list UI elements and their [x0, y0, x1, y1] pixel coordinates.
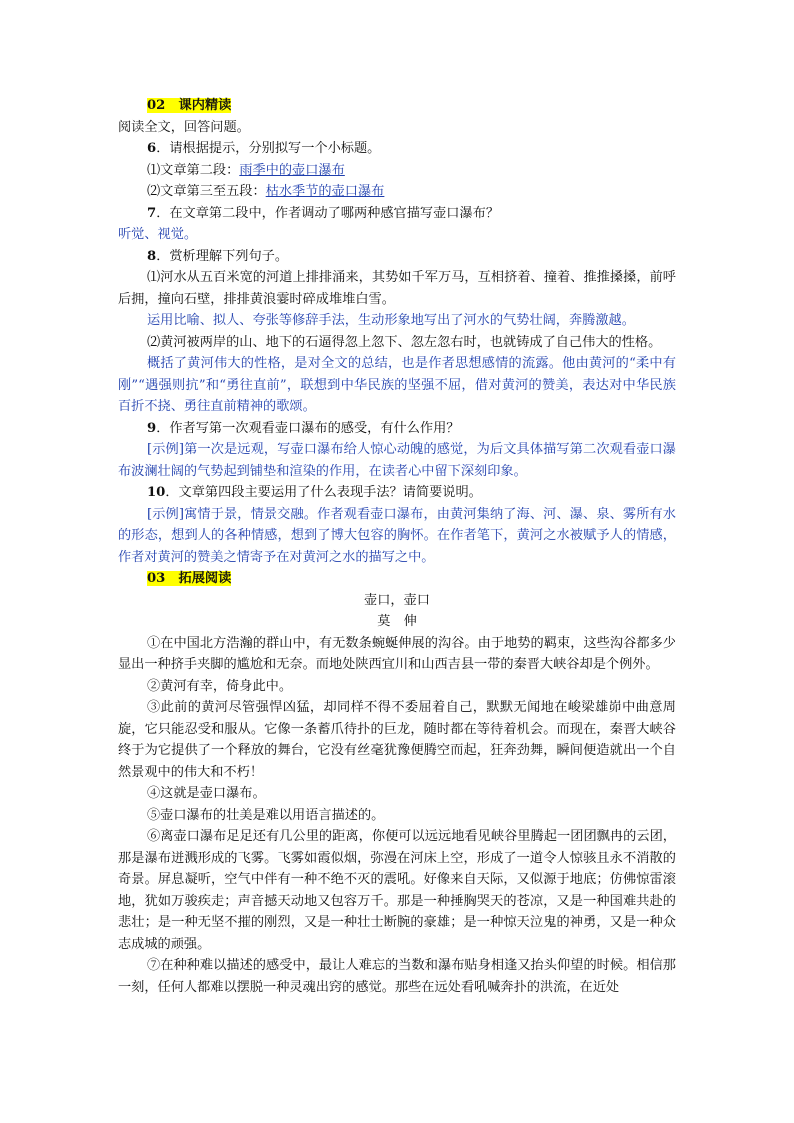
question-6-item-1: ⑴文章第二段：雨季中的壶口瀑布	[147, 162, 345, 178]
article-paragraph-1: ①在中国北方浩瀚的群山中，有无数条蜿蜒伸展的沟谷。由于地势的羁束，这些沟谷都多少显出一种挤手夹脚的尴尬和无奈。而地处陕西宜川和山西吉县一带的秦晋大峡谷却是个例外。	[118, 635, 676, 672]
question-8-sentence-1: ⑴河水从五百米宽的河道上排排涌来，其势如千军万马，互相挤着、撞着、推推搡搡，前呼后拥，撞向石壁，排排黄浪霎时碎成堆堆白雪。	[118, 270, 676, 307]
article-paragraph-5: ⑤壶口瀑布的壮美是难以用语言描述的。	[147, 807, 385, 823]
question-9-answer: [示例]第一次是远观，写壶口瀑布给人惊心动魄的感觉，为后文具体描写第二次观看壶口瀑布波澜壮阔的气势起到铺垫和渲染的作用，在读者心中留下深刻印象。	[118, 442, 676, 479]
question-number: 6	[147, 141, 157, 156]
question-9: 9．作者写第一次观看壶口瀑布的感受，有什么作用？	[147, 420, 460, 436]
article-paragraph-7: ⑦在种种难以描述的感受中，最让人难忘的当数和瀑布贴身相逢又抬头仰望的时候。相信那一刻，任何人都难以摆脱一种灵魂出窍的感觉。那些在远处看吼喊奔扑的洪流，在近处	[118, 958, 676, 995]
question-10-answer: [示例]寓情于景，情景交融。作者观看壶口瀑布，由黄河集纳了海、河、瀑、泉、雾所有水的形态，想到人的各种情感，想到了博大包容的胸怀。在作者笔下，黄河之水被赋予人的情感，作者对黄河的赞美之情寄予在对黄河之水的描写之中。	[118, 506, 676, 565]
question-number: 8	[147, 248, 157, 264]
article-paragraph-2: ②黄河有幸，倚身此中。	[147, 678, 293, 694]
article-author: 莫 伸	[377, 614, 417, 629]
question-8: 8．赏析理解下列句子。	[147, 248, 289, 264]
answer-text: 枯水季节的壶口瀑布	[265, 184, 385, 199]
question-6-item-2: ⑵文章第三至五段：枯水季节的壶口瀑布	[147, 184, 385, 199]
article-paragraph-4: ④这就是壶口瀑布。	[147, 786, 266, 801]
article-paragraph-6: ⑥离壶口瀑布足足还有几公里的距离，你便可以远远地看见峡谷里腾起一团团飘冉的云团，那是瀑布迸溅形成的飞雾。飞雾如霞似烟，弥漫在河床上空，形成了一道令人惊骇且永不消散的奇景。屏息凝听，空气中伴有一种不绝不灭的震吼。好像来自天际，又似源于地底；仿佛惊雷滚地，犹如万骏疾走；声音撼天动地又包容万千。那是一种捶胸哭天的苍凉，又是一种国难共赴的悲壮；是一种无坚不摧的刚烈，又是一种壮士断腕的豪雄；是一种惊天泣鬼的神勇，又是一种众志成城的顽强。	[118, 829, 676, 952]
answer-text: 雨季中的壶口瀑布	[239, 162, 345, 178]
section-heading-03: 03 拓展阅读	[147, 571, 232, 586]
section-heading-02: 02 课内精读	[147, 98, 232, 113]
question-number: 10	[147, 485, 166, 500]
document-content	[118, 95, 676, 998]
question-6: 6．请根据提示，分别拟写一个小标题。	[147, 141, 381, 156]
question-8-sentence-2: ⑵黄河被两岸的山、地下的石逼得忽上忽下、忽左忽右时，也就铸成了自己伟大的性格。	[147, 334, 662, 350]
question-8-answer-1: 运用比喻、拟人、夸张等修辞手法，生动形象地写出了河水的气势壮阔，奔腾激越。	[147, 313, 635, 328]
article-paragraph-3: ③此前的黄河尽管强悍凶猛，却同样不得不委屈着自己，默默无闻地在峻梁雄峁中曲意周旋，它只能忍受和服从。它像一条蓄爪待扑的巨龙，随时都在等待着机会。而现在，秦晋大峡谷终于为它提供了一个释放的舞台，它没有丝毫犹豫便腾空而起，狂奔劲舞，瞬间便造就出一个自然景观中的伟大和不朽！	[118, 700, 676, 780]
question-7: 7．在文章第二段中，作者调动了哪两种感官描写壶口瀑布？	[147, 205, 500, 221]
reading-instruction: 阅读全文，回答问题。	[118, 119, 250, 135]
question-number: 9	[147, 420, 157, 436]
question-8-answer-2: 概括了黄河伟大的性格，是对全文的总结，也是作者思想感情的流露。他由黄河的“柔中有刚”“遇强则抗”和“勇往直前”，联想到中华民族的坚强不屈，借对黄河的赞美，表达对中华民族百折不挠、勇往直前精神的歌颂。	[118, 356, 676, 414]
question-7-answer: 听觉、视觉。	[118, 227, 198, 242]
question-10: 10．文章第四段主要运用了什么表现手法？请简要说明。	[147, 485, 482, 500]
question-number: 7	[147, 205, 157, 221]
article-title: 壶口，壶口	[364, 592, 430, 608]
